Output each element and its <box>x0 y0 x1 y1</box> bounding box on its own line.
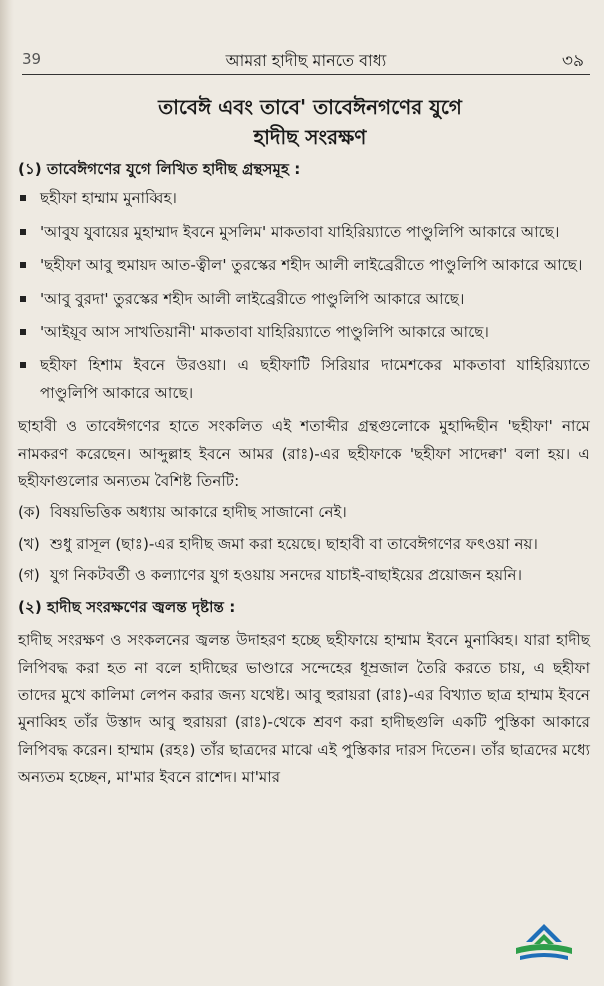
bullet-icon <box>20 195 26 201</box>
list-item-text: ছহীফা হাম্মাম মুনাব্বিহ। <box>40 189 177 208</box>
facing-page-number: 39 <box>22 50 42 68</box>
feature-point-label: (ক) <box>18 503 41 522</box>
chapter-title-line-2: হাদীছ সংরক্ষণ <box>253 125 367 149</box>
feature-point-label: (গ) <box>18 566 40 585</box>
page-header <box>22 46 590 76</box>
feature-point-text: শুধু রাসূল (ছাঃ)-এর হাদীছ জমা করা হয়েছে। ছাহাবী বা তাবেঈগণের ফৎওয়া নয়। <box>50 534 538 553</box>
feature-point <box>18 499 590 526</box>
section-2-heading: (২) হাদীছ সংরক্ষণের জ্বলন্ত দৃষ্টান্ত : <box>18 597 236 616</box>
list-item-text: 'আবুয যুবায়ের মুহাম্মাদ ইবনে মুসলিম' মাকতাবা যাহিরিয়্যাতে পাণ্ডুলিপি আকারে আছে। <box>40 222 560 241</box>
list-item <box>18 286 590 313</box>
bullet-icon <box>20 229 26 235</box>
list-item <box>18 252 590 279</box>
feature-point <box>18 562 590 589</box>
running-title: আমরা হাদীছ মানতে বাধ্য <box>225 51 387 70</box>
list-item <box>18 319 590 346</box>
chapter-title <box>40 92 580 152</box>
bullet-icon <box>20 362 26 368</box>
feature-point-text: যুগ নিকটবর্তী ও কল্যাণের যুগ হওয়ায় সনদের যাচাই-বাছাইয়ের প্রয়োজন হয়নি। <box>50 566 523 585</box>
list-item <box>18 185 590 212</box>
section-1-heading: (১) তাবেঈগণের যুগে লিখিত হাদীছ গ্রন্থসমূহ : <box>18 160 301 178</box>
list-item-text: 'আইয়ূব আস সাখতিয়ানী' মাকতাবা যাহিরিয়্যাতে পাণ্ডুলিপি আকারে আছে। <box>40 323 489 342</box>
list-item <box>18 219 590 246</box>
list-item-text: 'আবু বুরদা' তুরস্কের শহীদ আলী লাইব্রেরীতে পাণ্ডুলিপি আকারে আছে। <box>40 289 465 308</box>
page-binding-edge <box>0 0 14 986</box>
list-item-text: 'ছহীফা আবু হুমায়দ আত-ত্বীল' তুরস্কের শহীদ আলী লাইব্রেরীতে পাণ্ডুলিপি আকারে আছে। <box>40 256 583 275</box>
bullet-icon <box>20 329 26 335</box>
page-number: ৩৯ <box>561 51 584 71</box>
feature-point-label: (খ) <box>18 534 40 553</box>
header-rule <box>22 74 590 75</box>
bullet-icon <box>20 262 26 268</box>
section-2-paragraph: হাদীছ সংরক্ষণ ও সংকলনের জ্বলন্ত উদাহরণ হচ্ছে ছহীফায়ে হাম্মাম ইবনে মুনাব্বিহ। যারা হাদীছ লিপিবদ্ধ করা হত না বলে হাদীছের ভাণ্ডারে সন্দেহের ধূম্রজাল তৈরি করতে চায়, এ ছহীফা তাদের মুখে কালিমা লেপন করার জন্য যথেষ্ট। আবু হুরায়রা (রাঃ)-এর বিখ্যাত ছাত্র হাম্মাম ইবনে মুনাব্বিহ তাঁর উস্তাদ আবু হুরায়রা (রাঃ)-থেকে শ্রবণ করা হাদীছগুলি একটি পুস্তিকা আকারে লিপিবদ্ধ করেন। হাম্মাম (রহঃ) তাঁর ছাত্রদের মাঝে এই পুস্তিকার দারস দিতেন। তাঁর ছাত্রদের মধ্যে অন্যতম হচ্ছেন, মা'মার ইবনে রাশেদ। মা'মার <box>18 631 590 787</box>
list-item <box>18 352 590 407</box>
feature-point <box>18 531 590 558</box>
section-1-paragraph: ছাহাবী ও তাবেঈগণের হাতে সংকলিত এই শতাব্দীর গ্রন্থগুলোকে মুহাদ্দিছীন 'ছহীফা' নামে নামকরণ করেছেন। আব্দুল্লাহ ইবনে আমর (রাঃ)-এর ছহীফাকে 'ছহীফা সাদেক্বা' বলা হয়। এ ছহীফাগুলোর অন্যতম বৈশিষ্ট তিনটি: <box>18 417 590 491</box>
publisher-logo-icon <box>512 918 576 968</box>
page-body <box>18 152 590 796</box>
chapter-title-line-1: তাবেঈ এবং তাবে' তাবেঈনগণের যুগে <box>158 95 462 119</box>
list-item-text: ছহীফা হিশাম ইবনে উরওয়া। এ ছহীফাটি সিরিয়ার দামেশকের মাকতাবা যাহিরিয়্যাতে পাণ্ডুলিপি আকারে আছে। <box>40 356 590 402</box>
feature-point-text: বিষয়ভিত্তিক অধ্যায় আকারে হাদীছ সাজানো নেই। <box>50 503 347 522</box>
bullet-icon <box>20 296 26 302</box>
